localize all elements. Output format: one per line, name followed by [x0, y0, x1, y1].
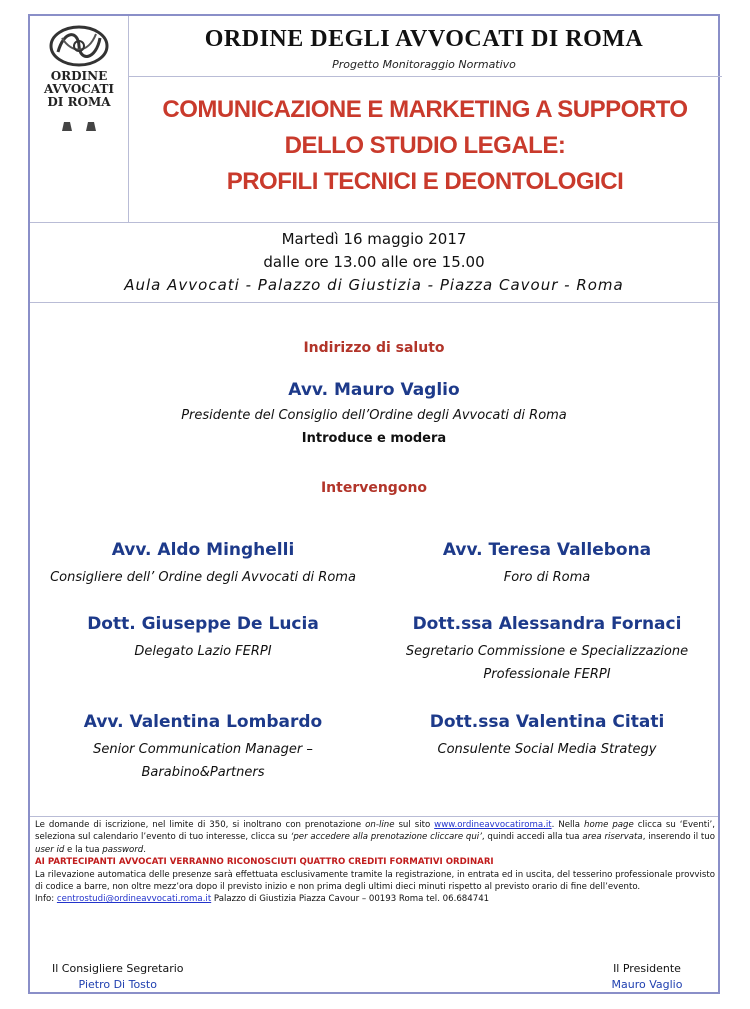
registration-paragraph — [35, 819, 715, 856]
text: sul sito — [394, 820, 435, 830]
org-title: ORDINE DEGLI AVVOCATI DI ROMA — [204, 26, 644, 52]
speaker-role-line: Barabino&Partners — [141, 765, 265, 780]
text: Le domande di iscrizione, nel limite di 350, si inoltrano con prenotazione — [35, 820, 366, 830]
speaker-role — [374, 738, 720, 761]
speaker-name: Dott.ssa Valentina Citati — [429, 712, 665, 732]
speaker-name: Dott.ssa Alessandra Fornaci — [412, 614, 682, 634]
org-subtitle: Progetto Monitoraggio Normativo — [332, 58, 516, 71]
text: on-line — [365, 820, 395, 830]
event-venue: Aula Avvocati - Palazzo di Giustizia - Piazza Cavour - Roma — [124, 276, 624, 294]
signature-left — [52, 961, 184, 993]
event-time: dalle ore 13.00 alle ore 15.00 — [263, 253, 485, 271]
text: area riservata — [582, 832, 643, 843]
divider — [128, 76, 722, 77]
text: , inserendo il tuo — [642, 832, 715, 843]
event-title — [128, 92, 722, 200]
greeting-heading: Indirizzo di saluto — [303, 340, 445, 356]
speaker-role-line: Foro di Roma — [503, 570, 591, 585]
greeting-speaker-note: Introduce e modera — [301, 431, 447, 446]
speaker-role-line: Delegato Lazio FERPI — [134, 644, 272, 659]
website-link[interactable]: www.ordineavvocatiroma.it — [434, 820, 552, 830]
attendance-paragraph: La rilevazione automatica delle presenze sarà effettuata esclusivamente tramite la registrazione, in entrata ed in uscita, del tesserino professionale provvisto di codice a barre, non oltre mezz’ora dopo il previsto inizio e non prima degli ultimi dieci minuti rispetto al previsto orario di fine dell’evento. — [35, 869, 715, 893]
speaker-name: Dott. Giuseppe De Lucia — [87, 614, 319, 634]
speaker-card — [374, 538, 720, 589]
signature-right — [602, 961, 692, 993]
speaker-card — [30, 538, 376, 589]
text: . Nella — [551, 820, 584, 830]
document-frame — [28, 14, 720, 994]
event-title-line: DELLO STUDIO LEGALE: — [284, 132, 566, 159]
speaker-name: Avv. Aldo Minghelli — [111, 540, 295, 560]
email-link[interactable]: centrostudi@ordineavvocati.roma.it — [56, 894, 212, 905]
event-title-line: COMUNICAZIONE E MARKETING A SUPPORTO — [162, 96, 688, 123]
bar-seal-icon — [48, 24, 110, 68]
divider — [30, 302, 718, 303]
speaker-name: Avv. Valentina Lombardo — [83, 712, 323, 732]
signature-title: Il Presidente — [613, 962, 681, 975]
text: clicca su ‘Eventi’, seleziona sul calendario l’evento di tuo interesse, clicca su — [35, 820, 716, 843]
speaker-role — [30, 738, 376, 784]
header — [30, 16, 718, 223]
logo-text — [30, 70, 128, 109]
event-details — [30, 228, 718, 297]
speaker-role-line: Consulente Social Media Strategy — [437, 742, 657, 757]
speaker-card — [374, 710, 720, 761]
text: user id — [35, 844, 65, 855]
speaker-card — [30, 710, 376, 784]
greeting-speaker-name: Avv. Mauro Vaglio — [288, 380, 460, 400]
speaker-name: Avv. Teresa Vallebona — [442, 540, 652, 560]
logo-line: DI ROMA — [47, 95, 111, 109]
logo-column — [30, 16, 129, 222]
speaker-role-line: Consigliere dell’ Ordine degli Avvocati di Roma — [50, 570, 356, 585]
speaker-role-line: Segretario Commissione e Specializzazione — [405, 644, 689, 659]
signature-name: Pietro Di Tosto — [78, 978, 157, 991]
text: Palazzo di Giustizia Piazza Cavour – 00193 Roma tel. 06.684741 — [211, 894, 490, 905]
event-date: Martedì 16 maggio 2017 — [281, 230, 467, 248]
speaker-role — [30, 566, 376, 589]
speaker-role — [374, 566, 720, 589]
logo-line: ORDINE — [50, 69, 108, 83]
logo-ornament-icon — [60, 120, 100, 132]
divider — [30, 816, 718, 817]
speaker-role — [30, 640, 376, 663]
speaker-role-line: Senior Communication Manager – — [93, 742, 313, 757]
speakers-heading: Intervengono — [320, 480, 428, 496]
logo-line: AVVOCATI — [43, 82, 115, 96]
speaker-card — [374, 612, 720, 686]
text: . — [143, 844, 146, 855]
text: password — [102, 844, 144, 855]
registration-info — [35, 819, 715, 906]
info-line — [35, 893, 715, 905]
speaker-card — [30, 612, 376, 663]
signature-name: Mauro Vaglio — [611, 978, 683, 991]
signature-title: Il Consigliere Segretario — [52, 962, 184, 975]
text: home page — [584, 820, 634, 830]
speaker-role — [374, 640, 720, 686]
text: ‘per accedere alla prenotazione cliccare qui’ — [290, 832, 482, 843]
text: Info: — [35, 894, 57, 905]
greeting-speaker-role: Presidente del Consiglio dell’Ordine degli Avvocati di Roma — [181, 408, 567, 423]
credits-notice: AI PARTECIPANTI AVVOCATI VERRANNO RICONOSCIUTI QUATTRO CREDITI FORMATIVI ORDINARI — [35, 857, 494, 868]
text: e la tua — [64, 844, 103, 855]
event-title-line: PROFILI TECNICI E DEONTOLOGICI — [226, 168, 624, 195]
speaker-role-line: Professionale FERPI — [483, 667, 611, 682]
text: , quindi accedi alla tua — [481, 832, 583, 843]
